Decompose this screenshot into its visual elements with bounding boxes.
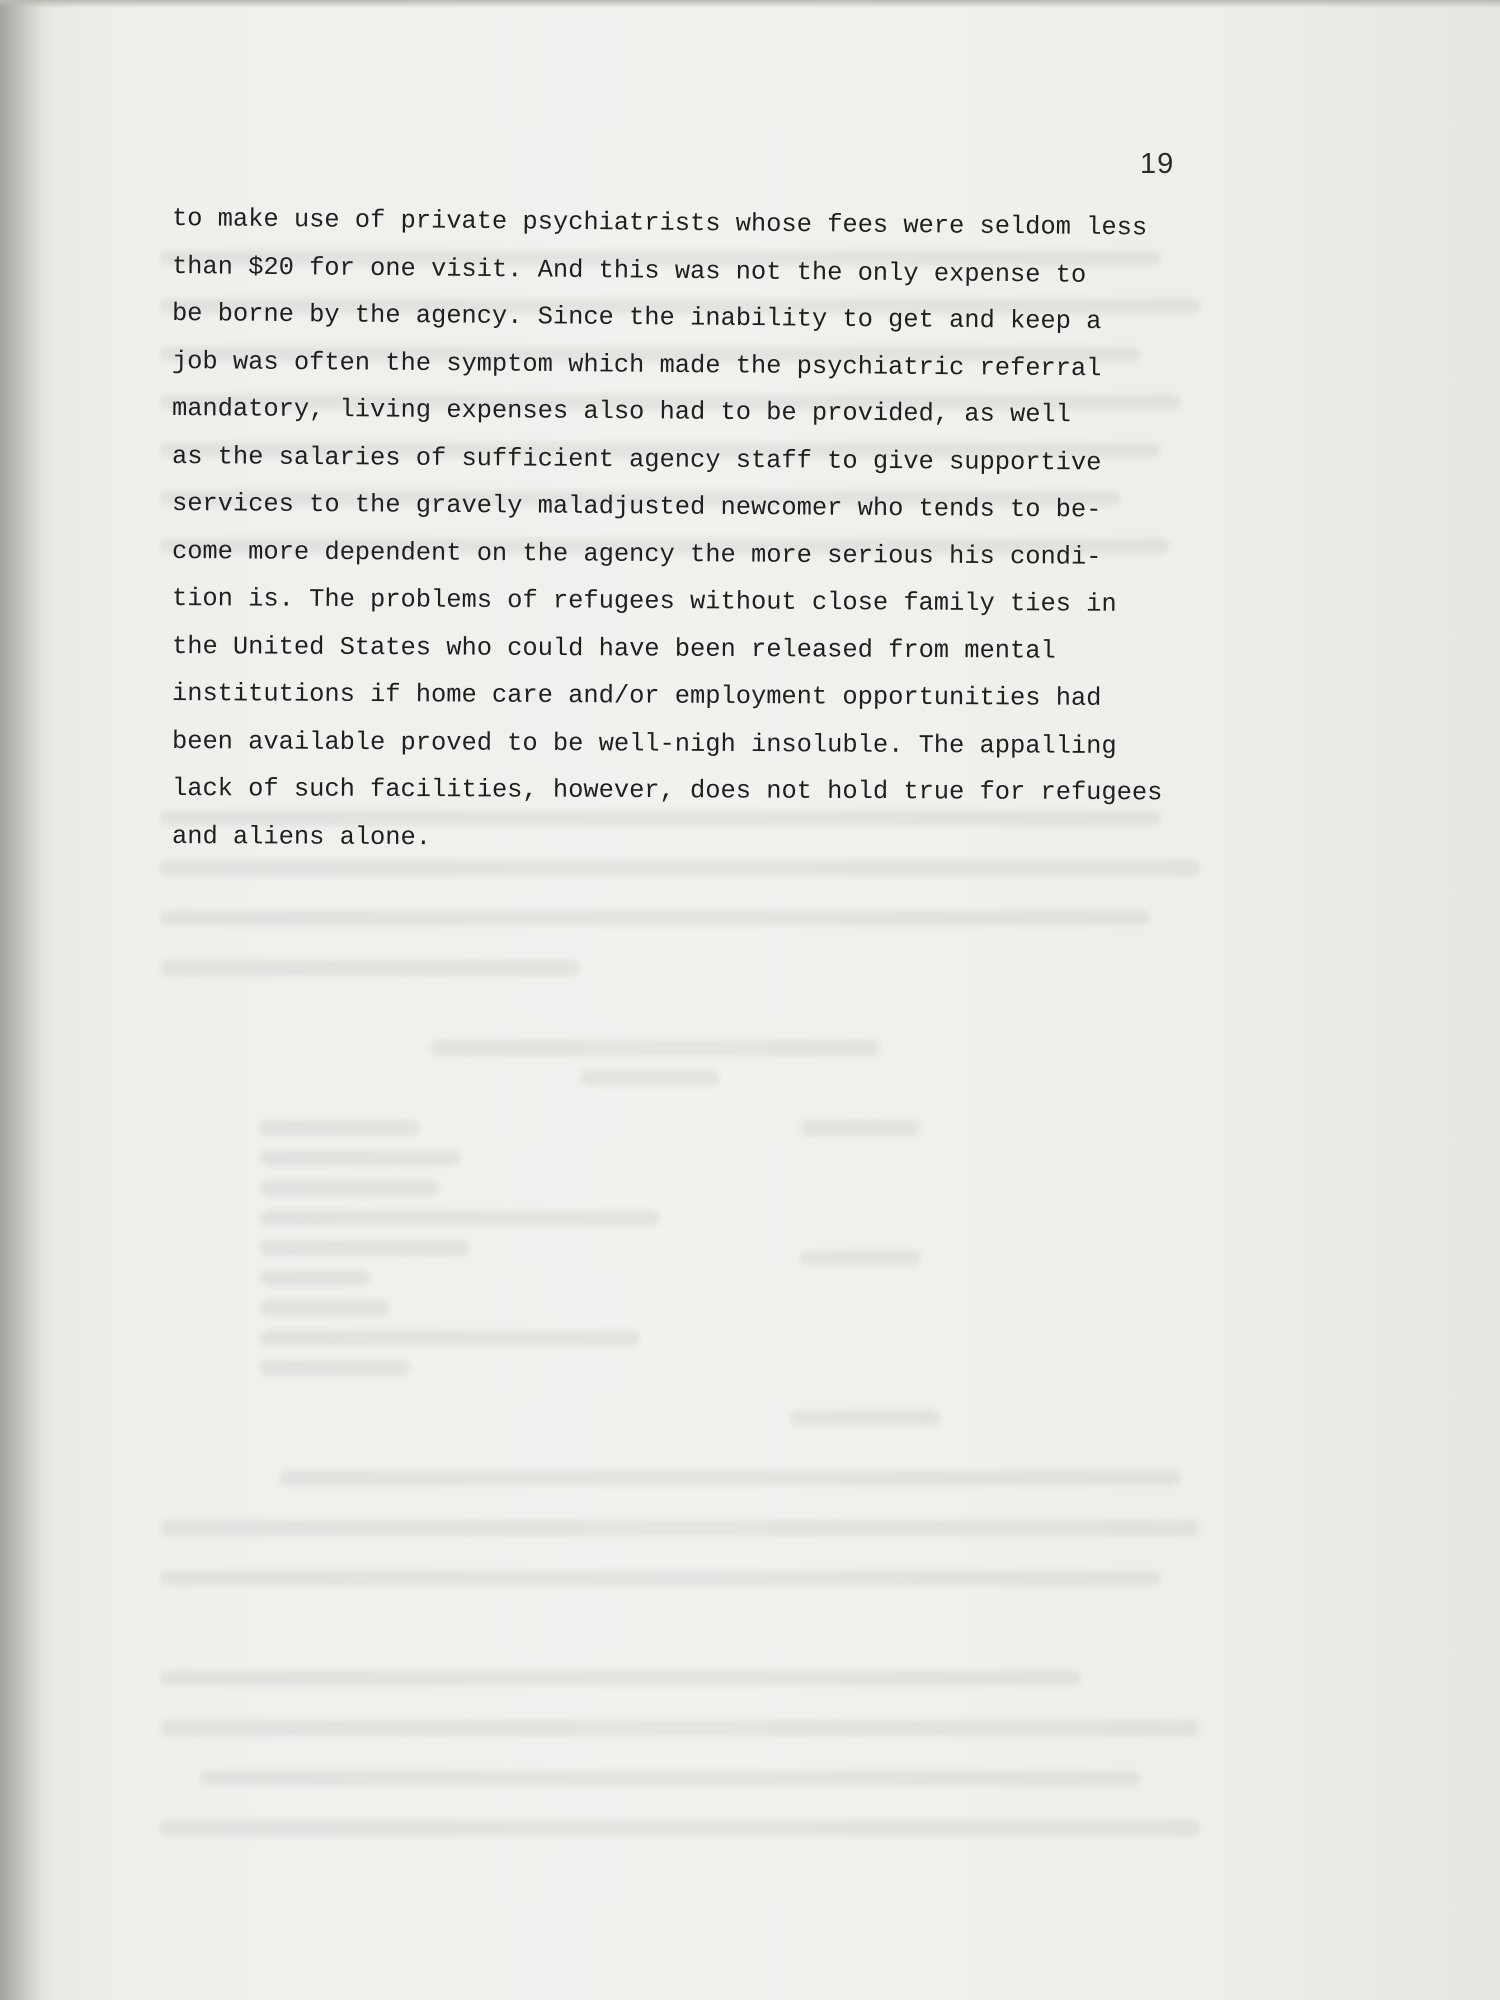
paragraph-line: the United States who could have been released from mental — [171, 631, 1056, 666]
page-number: 19 — [1140, 148, 1175, 180]
paragraph-line: as the salaries of sufficient agency staff to give supportive — [171, 441, 1102, 477]
body-paragraph — [172, 195, 1292, 860]
paragraph-line: tion is. The problems of refugees without close family ties in — [171, 584, 1117, 619]
paragraph-line: and aliens alone. — [171, 821, 432, 852]
paragraph-line: come more dependent on the agency the more serious his condi- — [171, 536, 1102, 572]
binding-shadow — [0, 0, 42, 2000]
paragraph-line: job was often the symptom which made the psychiatric referral — [171, 346, 1102, 383]
page-top-edge — [0, 0, 1500, 8]
paragraph-line: be borne by the agency. Since the inability to get and keep a — [171, 299, 1102, 337]
paragraph-line: than $20 for one visit. And this was not the only expense to — [171, 251, 1087, 290]
paragraph-line: institutions if home care and/or employment opportunities had — [171, 679, 1102, 713]
paragraph-line: to make use of private psychiatrists whose fees were seldom less — [171, 204, 1148, 243]
paragraph-line: lack of such facilities, however, does not hold true for refugees — [171, 774, 1163, 808]
paragraph-line: been available proved to be well-nigh insoluble. The appalling — [171, 726, 1117, 761]
paragraph-line: services to the gravely maladjusted newcomer who tends to be- — [171, 489, 1102, 525]
paragraph-line: mandatory, living expenses also had to be provided, as well — [171, 394, 1072, 430]
